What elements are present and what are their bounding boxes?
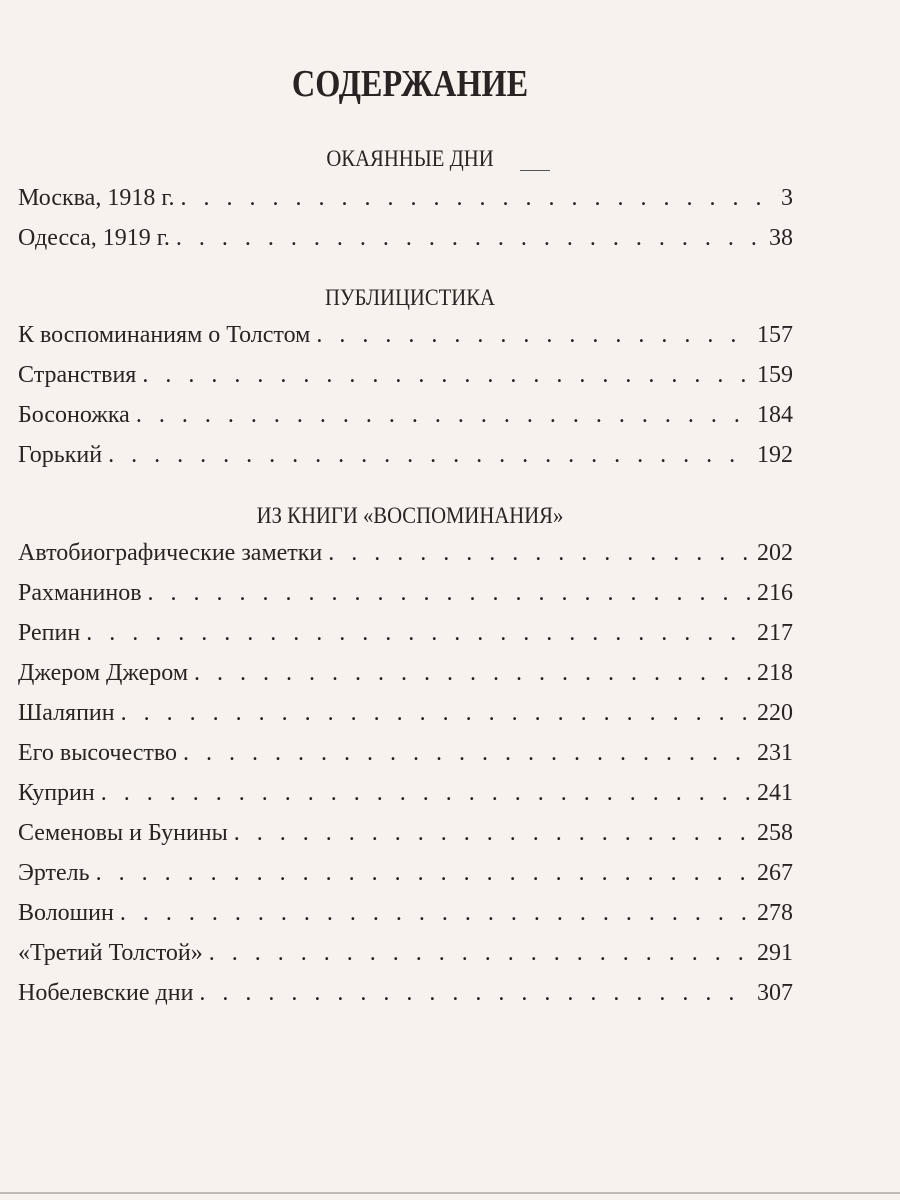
entry-page: 216 [757, 580, 793, 606]
entry-title: «Третий Толстой» [18, 940, 203, 966]
page-title: СОДЕРЖАНИЕ [291, 63, 529, 105]
page-edge [0, 1192, 900, 1194]
toc-entry [18, 860, 793, 890]
toc-entry [18, 700, 793, 730]
entry-title: Одесса, 1919 г. [18, 225, 170, 251]
entry-title: Странствия [18, 362, 137, 388]
entry-page: 217 [757, 620, 793, 646]
entry-page: 258 [757, 820, 793, 846]
leader-dots [194, 660, 751, 687]
entry-title: Босоножка [18, 402, 130, 428]
leader-dots [96, 860, 751, 887]
toc-entry [18, 620, 793, 650]
entry-title: Автобиографические заметки [18, 540, 323, 566]
entry-page: 3 [781, 185, 793, 211]
entry-title: Куприн [18, 780, 95, 806]
leader-dots [328, 540, 751, 567]
toc-entry [18, 900, 793, 930]
entry-title: К воспоминаниям о Толстом [18, 322, 311, 348]
toc-entry [18, 442, 793, 472]
entry-page: 231 [757, 740, 793, 766]
entry-page: 202 [757, 540, 793, 566]
toc-entry [18, 540, 793, 570]
leader-dots [108, 442, 751, 469]
toc-entry [18, 780, 793, 810]
leader-dots [180, 185, 775, 212]
toc-entry [18, 580, 793, 610]
section-heading: ИЗ КНИГИ «ВОСПОМИНАНИЯ» [256, 503, 564, 528]
leader-dots [120, 900, 751, 927]
toc-entry [18, 322, 793, 352]
divider [520, 170, 550, 171]
section-heading: ОКАЯННЫЕ ДНИ [326, 146, 494, 171]
toc-entry [18, 740, 793, 770]
entry-page: 157 [757, 322, 793, 348]
toc-entry [18, 225, 793, 255]
toc-entry [18, 660, 793, 690]
toc-entry [18, 402, 793, 432]
leader-dots [209, 940, 751, 967]
entry-title: Эртель [18, 860, 90, 886]
entry-page: 220 [757, 700, 793, 726]
entry-title: Рахманинов [18, 580, 142, 606]
entry-page: 38 [769, 225, 793, 251]
entry-page: 241 [757, 780, 793, 806]
leader-dots [142, 362, 751, 389]
leader-dots [101, 780, 751, 807]
toc-entry [18, 362, 793, 392]
leader-dots [176, 225, 763, 252]
leader-dots [183, 740, 751, 767]
entry-title: Горький [18, 442, 103, 468]
entry-title: Шаляпин [18, 700, 115, 726]
toc-entry [18, 980, 793, 1010]
toc-entry [18, 820, 793, 850]
entry-title: Москва, 1918 г. [18, 185, 175, 211]
leader-dots [316, 322, 751, 349]
leader-dots [199, 980, 751, 1007]
toc-entry [18, 185, 793, 215]
leader-dots [234, 820, 751, 847]
entry-page: 184 [757, 402, 793, 428]
entry-page: 307 [757, 980, 793, 1006]
entry-page: 159 [757, 362, 793, 388]
entry-title: Семеновы и Бунины [18, 820, 228, 846]
entry-page: 267 [757, 860, 793, 886]
entry-title: Волошин [18, 900, 114, 926]
entry-title: Его высочество [18, 740, 178, 766]
entry-title: Нобелевские дни [18, 980, 194, 1006]
entry-page: 278 [757, 900, 793, 926]
leader-dots [121, 700, 751, 727]
entry-title: Джером Джером [18, 660, 189, 686]
leader-dots [136, 402, 751, 429]
toc-entry [18, 940, 793, 970]
section-heading: ПУБЛИЦИСТИКА [324, 285, 496, 310]
leader-dots [86, 620, 751, 647]
entry-title: Репин [18, 620, 81, 646]
entry-page: 218 [757, 660, 793, 686]
entry-page: 291 [757, 940, 793, 966]
entry-page: 192 [757, 442, 793, 468]
leader-dots [148, 580, 751, 607]
